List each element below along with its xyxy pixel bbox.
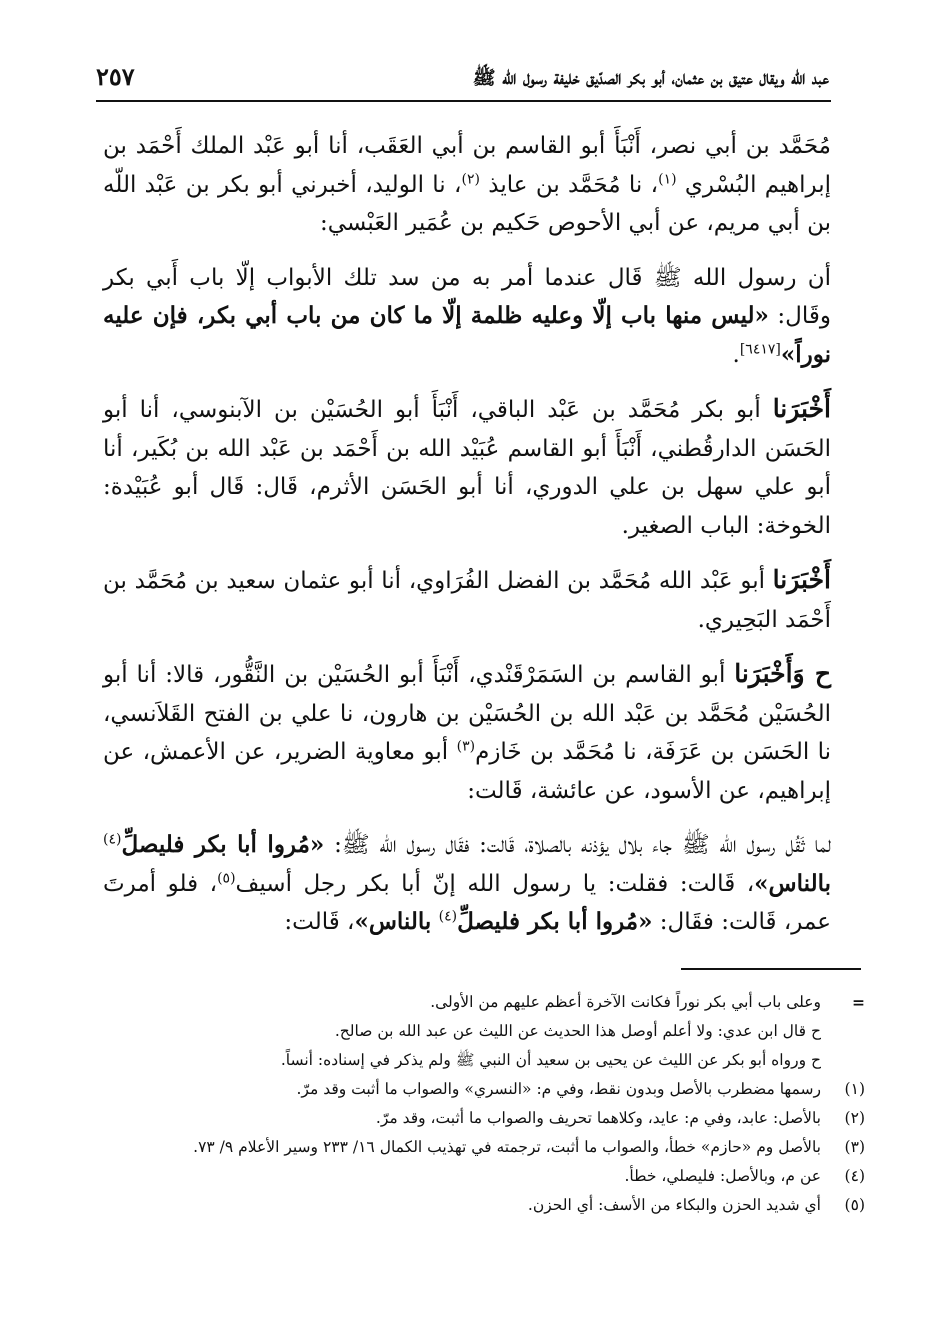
text-run: ، فلو أمرتَ عمر، قَالت: فقَال: — [103, 870, 831, 935]
text-run: لما ثَقُل رسول الله ﷺ جاء بلال يؤذنه بالصلاة، قَالت: فقَال رسول الله ﷺ: — [334, 832, 831, 858]
footnote-ref-4: (٤) — [438, 908, 458, 925]
paragraph-hadith-1 — [103, 259, 831, 375]
text-run: . — [732, 341, 740, 368]
footnote-divider — [681, 968, 861, 970]
footnote-item — [130, 1191, 865, 1220]
akhbarana-lead: أَخْبَرَنا — [772, 565, 831, 594]
continuation-mark: = — [852, 993, 865, 1012]
footnote-continuation — [130, 1046, 865, 1075]
hadith-quote: «ليس منها باب إلّا وعليه ظلمة إلّا ما كان من باب أبي بكر، فإن عليه نوراً» — [103, 302, 831, 368]
hadith-quote: «مُروا أبا بكر فليصلِّ — [457, 908, 653, 935]
footnote-number: (١) — [844, 1080, 865, 1098]
footnote-continuation — [130, 988, 865, 1017]
footnote-number: (٤) — [844, 1167, 865, 1185]
footnote-item — [130, 1104, 865, 1133]
paragraph-hadith-2 — [103, 826, 831, 942]
footnotes — [130, 988, 865, 1220]
text-run: ، قَالت: — [284, 909, 355, 935]
hadith-number: [٦٤١٧] — [739, 340, 781, 357]
akhbarana-lead: أَخْبَرَنا — [772, 394, 832, 423]
footnote-number: (٢) — [844, 1109, 865, 1127]
text-run: ، قَالت: فقلت: يا رسول الله إنّ أبا بكر رجل أسيف — [235, 870, 755, 897]
text-run: أبو عَبْد الله مُحَمَّد بن الفضل الفُرَاوي، أنا أبو عثمان سعيد بن مُحَمَّد بن أَحْمَد البَحِيري. — [103, 568, 831, 633]
footnote-text: ح قال ابن عدي: ولا أعلم أوصل هذا الحديث عن الليث عن عبد الله بن صالح. — [334, 1022, 821, 1040]
header-divider — [96, 100, 831, 102]
footnote-ref-3: (٣) — [456, 738, 476, 755]
footnote-text: وعلى باب أبي بكر نوراً فكانت الآخرة أعظم عليهم من الأولى. — [430, 993, 821, 1011]
footnote-text: بالأصل وم «حازم» خطأ، والصواب ما أثبت، ترجمته في تهذيب الكمال ١٦/ ٢٣٣ وسير الأعلام ٩/ ٧٣. — [193, 1138, 821, 1156]
footnote-item — [130, 1133, 865, 1162]
paragraph-isnad-1 — [103, 127, 831, 243]
footnote-text: عن م، وبالأصل: فليصلي، خطأ. — [624, 1167, 821, 1185]
footnote-number: (٥) — [844, 1196, 865, 1214]
page-number: ٢٥٧ — [96, 62, 135, 91]
main-text — [103, 127, 831, 942]
text-run: أبو بكر مُحَمَّد بن عَبْد الباقي، أَنْبَأَ أبو الحُسَيْن بن الآبنوسي، أنا أبو الحَسَن الدارقُطني، أَنْبَأَ أبو القاسم عُبَيْد الله بن أَحْمَد بن عَبْد الله بن بُكَير، أنا أبو علي سهل بن علي الدوري، أنا أبو الحَسَن الأثرم، قَال: قَال أبو عُبَيْدة: الخوخة: الباب الصغير. — [103, 397, 831, 539]
footnote-ref-4: (٤) — [103, 831, 122, 848]
text-run: مُحَمَّد بن أبي نصر، أَنْبَأَ أبو القاسم بن أبي العَقَب، أنا أبو عَبْد الملك أَحْمَد بن إبراهيم البُسْري — [103, 133, 832, 198]
footnote-item — [130, 1162, 865, 1191]
text-run: أبو القاسم بن السَمَرْقَنْدي، أَنْبَأَ أبو الحُسَيْن بن النَّقُّور، قالا: أنا أبو الحُسَيْن مُحَمَّد بن عَبْد الله بن الحُسَيْن بن هارون، نا علي بن الفتح القَلاَنسي، نا الحَسَن بن عَرَفَة، نا مُحَمَّد بن خَازم — [103, 662, 832, 765]
footnote-ref-1: (١) — [658, 170, 677, 187]
paragraph-isnad-3 — [103, 561, 831, 639]
paragraph-isnad-2 — [103, 390, 831, 545]
hadith-quote: بالناس» — [754, 869, 831, 897]
footnote-ref-5: (٥) — [217, 869, 236, 886]
hadith-quote: بالناس» — [354, 908, 432, 935]
paragraph-isnad-4 — [103, 655, 831, 810]
text-run: ، نا مُحَمَّد بن عايذ — [488, 171, 659, 198]
footnote-number: (٣) — [844, 1138, 865, 1156]
text-run: أن رسول الله ﷺ قَال عندما أمر به من سد تلك الأبواب إلّا باب أَبي بكر وقَال: — [103, 264, 831, 329]
text-run: ، نا الوليد، أخبرني أبو بكر بن عَبْد اللّه بن أبي مريم، عن أبي الأحوص حَكيم بن عُمَير العَبْسي: — [103, 171, 831, 236]
page-header — [96, 60, 829, 100]
footnote-item — [130, 1075, 865, 1104]
footnote-text: رسمها مضطرب بالأصل وبدون نقط، وفي م: «النسري» والصواب ما أثبت وقد مرّ. — [296, 1080, 821, 1098]
footnote-continuation — [130, 1017, 865, 1046]
footnote-text: بالأصل: عابد، وفي م: عايد، وكلاهما تحريف والصواب ما أثبت، وقد مرّ. — [375, 1109, 821, 1127]
hadith-quote: «مُروا أبا بكر فليصلِّ — [121, 831, 325, 858]
footnote-ref-2: (٢) — [461, 170, 480, 187]
footnote-text: ح ورواه أبو بكر عن الليث عن يحيى بن سعيد أن النبي ﷺ ولم يذكر في إسناده: أنساً. — [280, 1051, 821, 1069]
akhbarana-lead: ح وَأَخْبَرَنا — [734, 659, 832, 688]
text-run: أبو معاوية الضرير، عن الأعمش، عن إبراهيم، عن الأسود، عن عائشة، قَالت: — [103, 739, 831, 804]
running-title: عبد الله ويقال عتيق بن عثمان، أبو بكر الصدّيق خليفة رسول الله ﷺ — [472, 67, 829, 89]
footnote-text: أي شديد الحزن والبكاء من الأسف: أي الحزن. — [527, 1196, 821, 1214]
